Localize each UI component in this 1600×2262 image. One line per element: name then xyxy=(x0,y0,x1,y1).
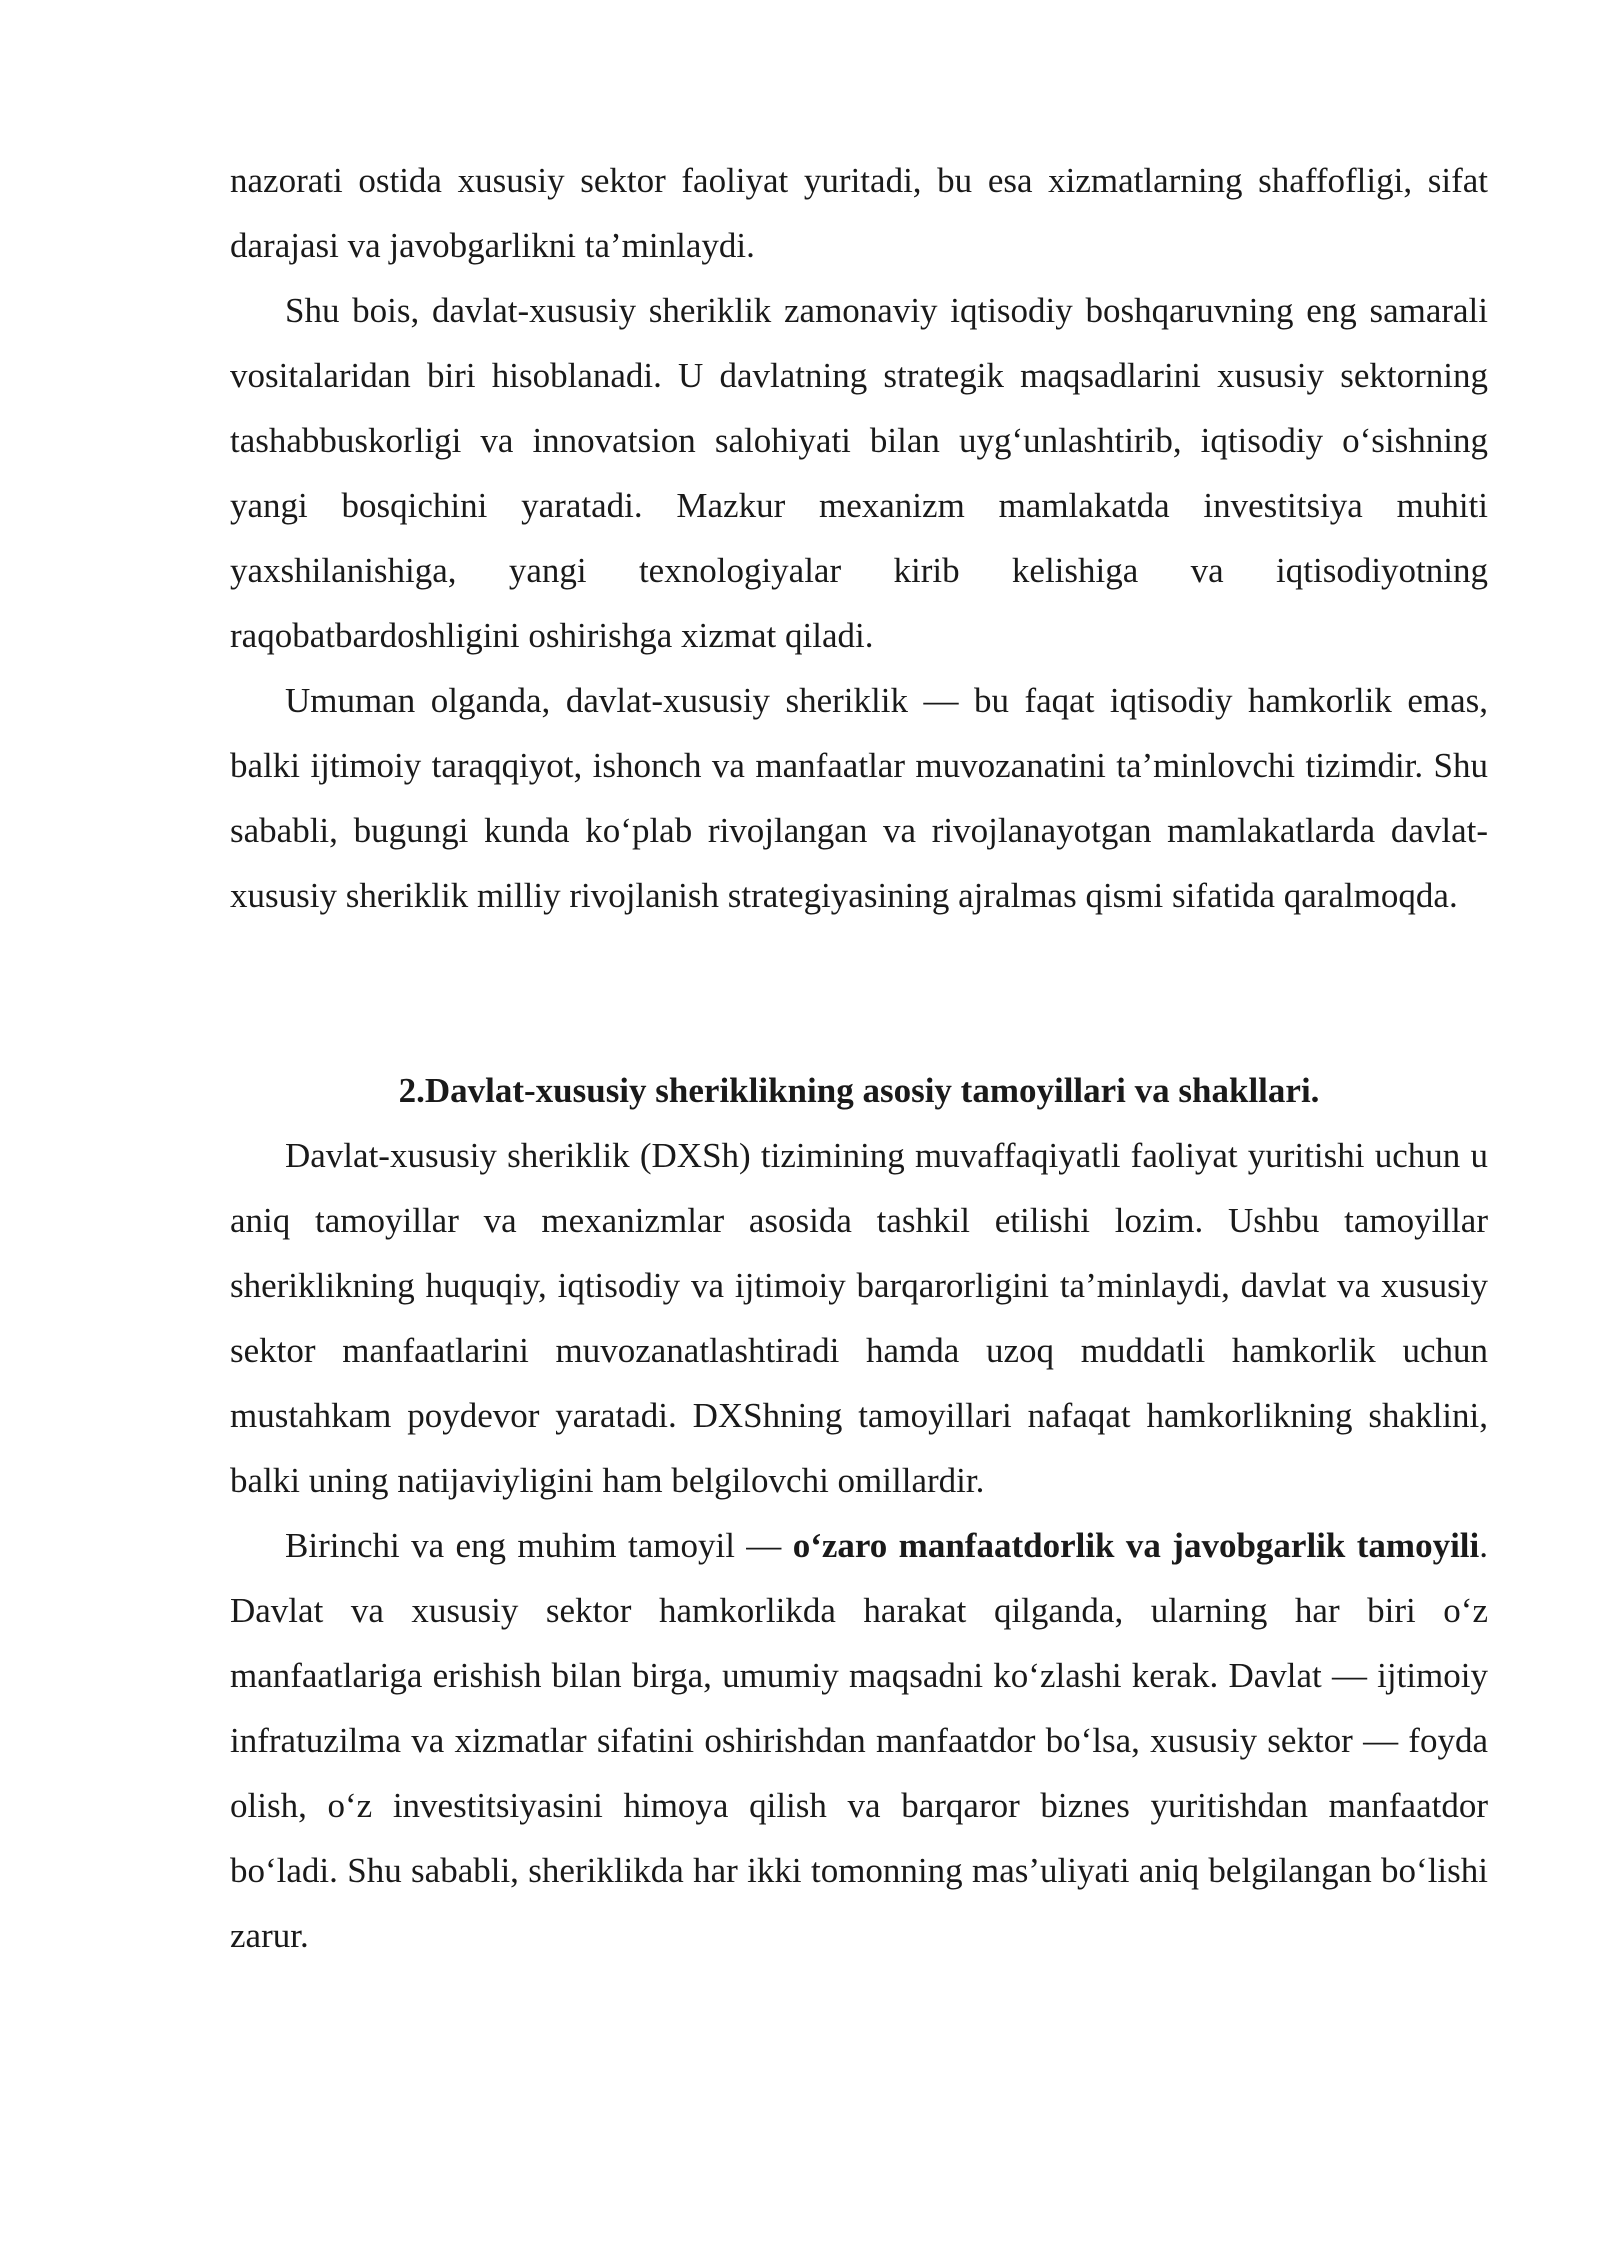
first-principle-rest: . Davlat va xususiy sektor hamkorlikda harakat qilganda, ularning har biri o‘z manfaatlariga erishish bilan birga, umumiy maqsadni ko‘zlashi kerak. Davlat — ijtimoiy infratuzilma va xizmatlar sifatini oshirishdan manfaatdor bo‘lsa, xususiy sektor — foyda olish, o‘z investitsiyasini himoya qilish va barqaror biznes yuritishdan manfaatdor bo‘ladi. Shu sababli, sheriklikda har ikki tomonning mas’uliyati aniq belgilangan bo‘lishi zarur. xyxy=(230,1526,1488,1955)
document-page xyxy=(230,148,1488,1968)
first-principle-bold-term: o‘zaro manfaatdorlik va javobgarlik tamoyili xyxy=(792,1526,1480,1565)
section-spacer xyxy=(230,928,1488,1058)
first-principle-lead: Birinchi va eng muhim tamoyil — xyxy=(285,1526,793,1565)
section-heading: 2.Davlat-xususiy sheriklikning asosiy tamoyillari va shakllari. xyxy=(398,1071,1320,1110)
paragraph-umuman-olganda: Umuman olganda, davlat-xususiy sheriklik — bu faqat iqtisodiy hamkorlik emas, balki ijtimoiy taraqqiyot, ishonch va manfaatlar muvozanatini ta’minlovchi tizimdir. Shu sababli, bugungi kunda ko‘plab rivojlangan va rivojlanayotgan mamlakatlarda davlat-xususiy sheriklik milliy rivojlanish strategiyasining ajralmas qismi sifatida qaralmoqda. xyxy=(230,681,1488,915)
paragraph-first-principle xyxy=(230,1513,1488,1968)
paragraph-continuation: nazorati ostida xususiy sektor faoliyat yuritadi, bu esa xizmatlarning shaffofligi, sifat darajasi va javobgarlikni ta’minlaydi. xyxy=(230,161,1488,265)
paragraph-dxsh-intro: Davlat-xususiy sheriklik (DXSh) tizimining muvaffaqiyatli faoliyat yuritishi uchun u aniq tamoyillar va mexanizmlar asosida tashkil etilishi lozim. Ushbu tamoyillar sheriklikning huquqiy, iqtisodiy va ijtimoiy barqarorligini ta’minlaydi, davlat va xususiy sektor manfaatlarini muvozanatlashtiradi hamda uzoq muddatli hamkorlik uchun mustahkam poydevor yaratadi. DXShning tamoyillari nafaqat hamkorlikning shaklini, balki uning natijaviyligini ham belgilovchi omillardir. xyxy=(230,1136,1488,1500)
paragraph-shu-bois: Shu bois, davlat-xususiy sheriklik zamonaviy iqtisodiy boshqaruvning eng samarali vositalaridan biri hisoblanadi. U davlatning strategik maqsadlarini xususiy sektorning tashabbuskorligi va innovatsion salohiyati bilan uyg‘unlashtirib, iqtisodiy o‘sishning yangi bosqichini yaratadi. Mazkur mexanizm mamlakatda investitsiya muhiti yaxshilanishiga, yangi texnologiyalar kirib kelishiga va iqtisodiyotning raqobatbardoshligini oshirishga xizmat qiladi. xyxy=(230,291,1488,655)
